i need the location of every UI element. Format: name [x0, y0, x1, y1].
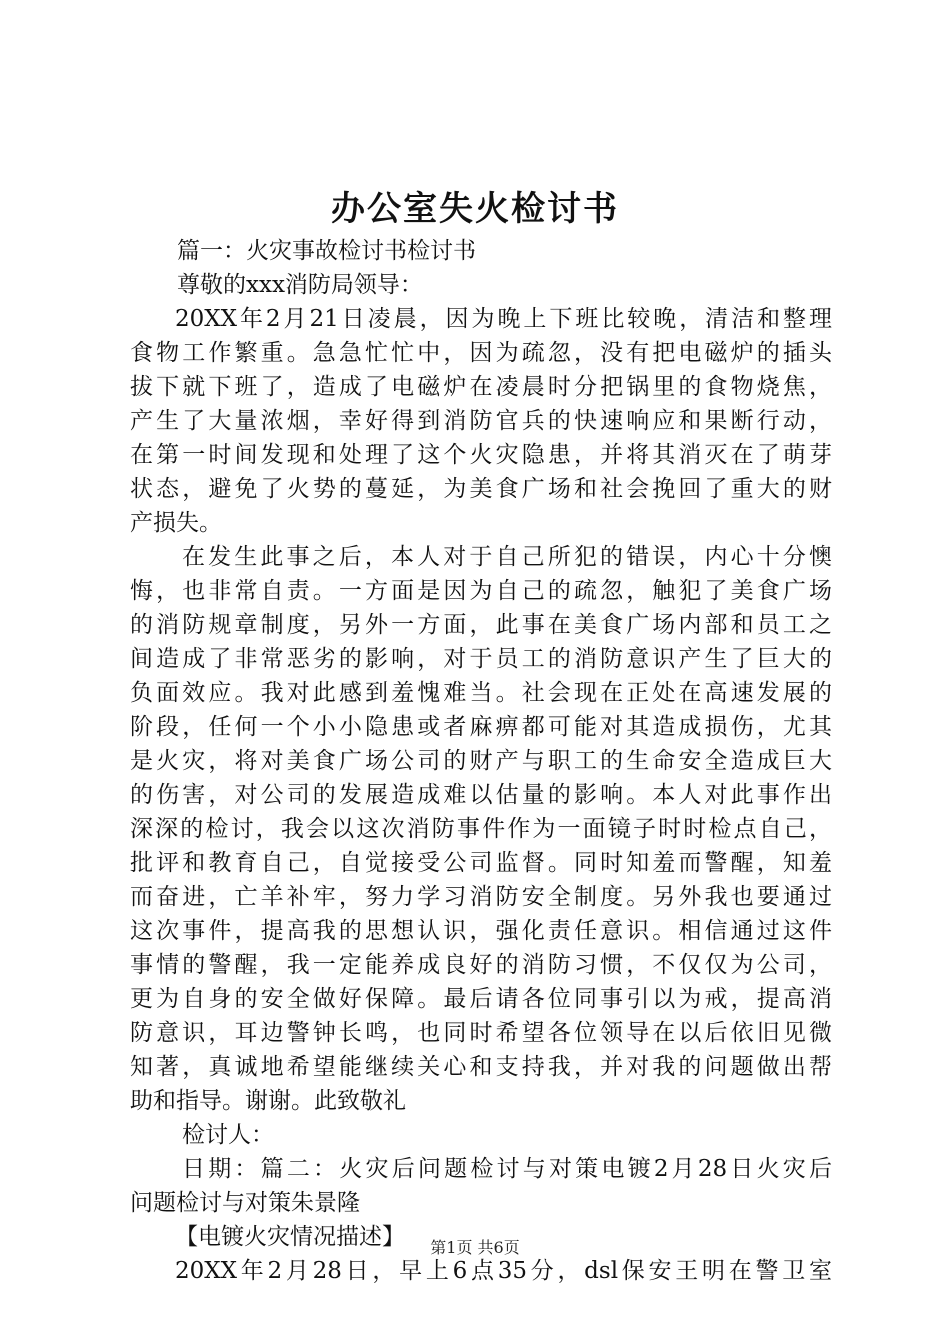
- text-line: 防意识，耳边警钟长鸣，也同时希望各位领导在以后依旧见微: [130, 1020, 832, 1046]
- text-line: 深深的检讨，我会以这次消防事件作为一面镜子时时检点自己，: [130, 816, 832, 842]
- text-line: 20XX年2月28日，早上6点35分，dsl保安王明在警卫室: [175, 1258, 832, 1284]
- text-line: 是火灾，将对美食广场公司的财产与职工的生命安全造成巨大: [130, 748, 832, 774]
- document-body: [130, 234, 832, 1288]
- text-line: 尊敬的xxx消防局领导：: [177, 272, 423, 298]
- text-line: 在第一时间发现和处理了这个火灾隐患，并将其消灭在了萌芽: [130, 442, 832, 468]
- text-line: 悔，也非常自责。一方面是因为自己的疏忽，触犯了美食广场: [130, 578, 832, 604]
- text-line: 产生了大量浓烟，幸好得到消防官兵的快速响应和果断行动，: [130, 408, 832, 434]
- text-line: 日期：篇二：火灾后问题检讨与对策电镀2月28日火灾后: [182, 1156, 832, 1182]
- text-line: 知著，真诚地希望能继续关心和支持我，并对我的问题做出帮: [130, 1054, 832, 1080]
- text-line: 食物工作繁重。急急忙忙中，因为疏忽，没有把电磁炉的插头: [130, 340, 832, 366]
- text-line: 事情的警醒，我一定能养成良好的消防习惯，不仅仅为公司，: [130, 952, 832, 978]
- text-line: 的消防规章制度，另外一方面，此事在美食广场内部和员工之: [130, 612, 832, 638]
- text-line: 更为自身的安全做好保障。最后请各位同事引以为戒，提高消: [130, 986, 832, 1012]
- text-line: 在发生此事之后，本人对于自己所犯的错误，内心十分懊: [182, 544, 832, 570]
- text-line: 问题检讨与对策朱景隆: [130, 1190, 360, 1216]
- text-line: 产损失。: [130, 510, 222, 536]
- text-line: 负面效应。我对此感到羞愧难当。社会现在正处在高速发展的: [130, 680, 832, 706]
- text-line: 篇一：火灾事故检讨书检讨书: [177, 238, 476, 264]
- text-line: 而奋进，亡羊补牢，努力学习消防安全制度。另外我也要通过: [130, 884, 832, 910]
- text-line: 批评和教育自己，自觉接受公司监督。同时知羞而警醒，知羞: [130, 850, 832, 876]
- text-line: 助和指导。谢谢。此致敬礼: [130, 1088, 406, 1114]
- text-line: 的伤害，对公司的发展造成难以估量的影响。本人对此事作出: [130, 782, 832, 808]
- text-line: 间造成了非常恶劣的影响，对于员工的消防意识产生了巨大的: [130, 646, 832, 672]
- text-line: 这次事件，提高我的思想认识，强化责任意识。相信通过这件: [130, 918, 832, 944]
- text-line: 阶段，任何一个小小隐患或者麻痹都可能对其造成损伤，尤其: [130, 714, 832, 740]
- text-line: 20XX年2月21日凌晨，因为晚上下班比较晚，清洁和整理: [175, 306, 832, 332]
- text-line: 状态，避免了火势的蔓延，为美食广场和社会挽回了重大的财: [130, 476, 832, 502]
- page-indicator: 第1页 共6页: [430, 1238, 520, 1257]
- text-line: 检讨人：: [182, 1122, 274, 1148]
- text-line: 拔下就下班了，造成了电磁炉在凌晨时分把锅里的食物烧焦，: [130, 374, 832, 400]
- page-title: 办公室失火检讨书: [331, 189, 619, 229]
- text-line: 【电镀火灾情况描述】: [175, 1224, 405, 1250]
